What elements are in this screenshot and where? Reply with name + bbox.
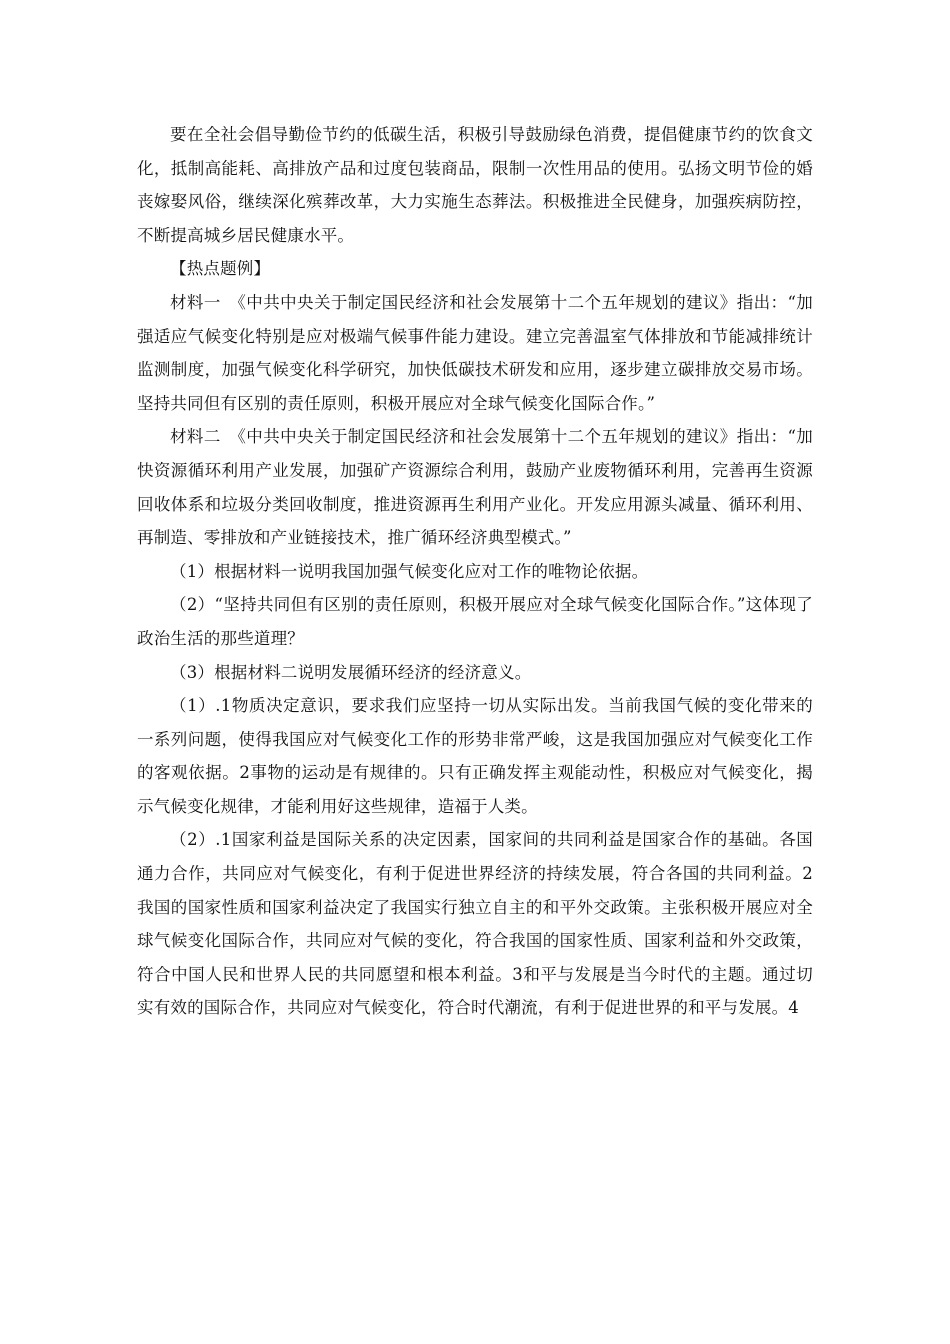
paragraph-low-carbon-life: 要在全社会倡导勤俭节约的低碳生活，积极引导鼓励绿色消费，提倡健康节约的饮食文化，抵制高能耗、高排放产品和过度包装商品，限制一次性用品的使用。弘扬文明节俭的婚丧嫁娶风俗，继续深化殡葬改革，大力实施生态葬法。积极推进全民健身，加强疾病防控，不断提高城乡居民健康水平。 bbox=[137, 125, 813, 245]
document-page bbox=[137, 118, 813, 1025]
paragraph-material-two: 材料二 《中共中央关于制定国民经济和社会发展第十二个五年规划的建议》指出：“加快资源循环利用产业发展，加强矿产资源综合利用，鼓励产业废物循环利用，完善再生资源回收体系和垃圾分类回收制度，推进资源再生利用产业化。开发应用源头减量、循环利用、再制造、零排放和产业链接技术，推广循环经济典型模式。” bbox=[137, 427, 813, 548]
answer-2: （2）.1国家利益是国际关系的决定因素，国家间的共同利益是国家合作的基础。各国通力合作，共同应对气候变化，有利于促进世界经济的持续发展，符合各国的共同利益。2我国的国家性质和国家利益决定了我国实行独立自主的和平外交政策。主张积极开展应对全球气候变化国际合作，共同应对气候的变化，符合我国的国家性质、国家利益和外交政策，符合中国人民和世界人民的共同愿望和根本利益。3和平与发展是当今时代的主题。通过切实有效的国际合作，共同应对气候变化，符合时代潮流，有利于促进世界的和平与发展。4 bbox=[137, 830, 813, 1018]
paragraph-material-one: 材料一 《中共中央关于制定国民经济和社会发展第十二个五年规划的建议》指出：“加强适应气候变化特别是应对极端气候事件能力建设。建立完善温室气体排放和节能减排统计监测制度，加强气候变化科学研究，加快低碳技术研发和应用，逐步建立碳排放交易市场。坚持共同但有区别的责任原则，积极开展应对全球气候变化国际合作。” bbox=[137, 292, 813, 413]
question-1: （1）根据材料一说明我国加强气候变化应对工作的唯物论依据。 bbox=[170, 561, 649, 581]
answer-1: （1）.1物质决定意识，要求我们应坚持一切从实际出发。当前我国气候的变化带来的一系列问题，使得我国应对气候变化工作的形势非常严峻，这是我国加强应对气候变化工作的客观依据。2事物的运动是有规律的。只有正确发挥主观能动性，积极应对气候变化，揭示气候变化规律，才能利用好这些规律，造福于人类。 bbox=[137, 696, 813, 816]
section-heading-hot-topic-examples: 【热点题例】 bbox=[170, 259, 271, 279]
question-2: （2）“坚持共同但有区别的责任原则，积极开展应对全球气候变化国际合作。”这体现了政治生活的那些道理？ bbox=[137, 595, 813, 648]
question-3: （3）根据材料二说明发展循环经济的经济意义。 bbox=[170, 662, 532, 682]
